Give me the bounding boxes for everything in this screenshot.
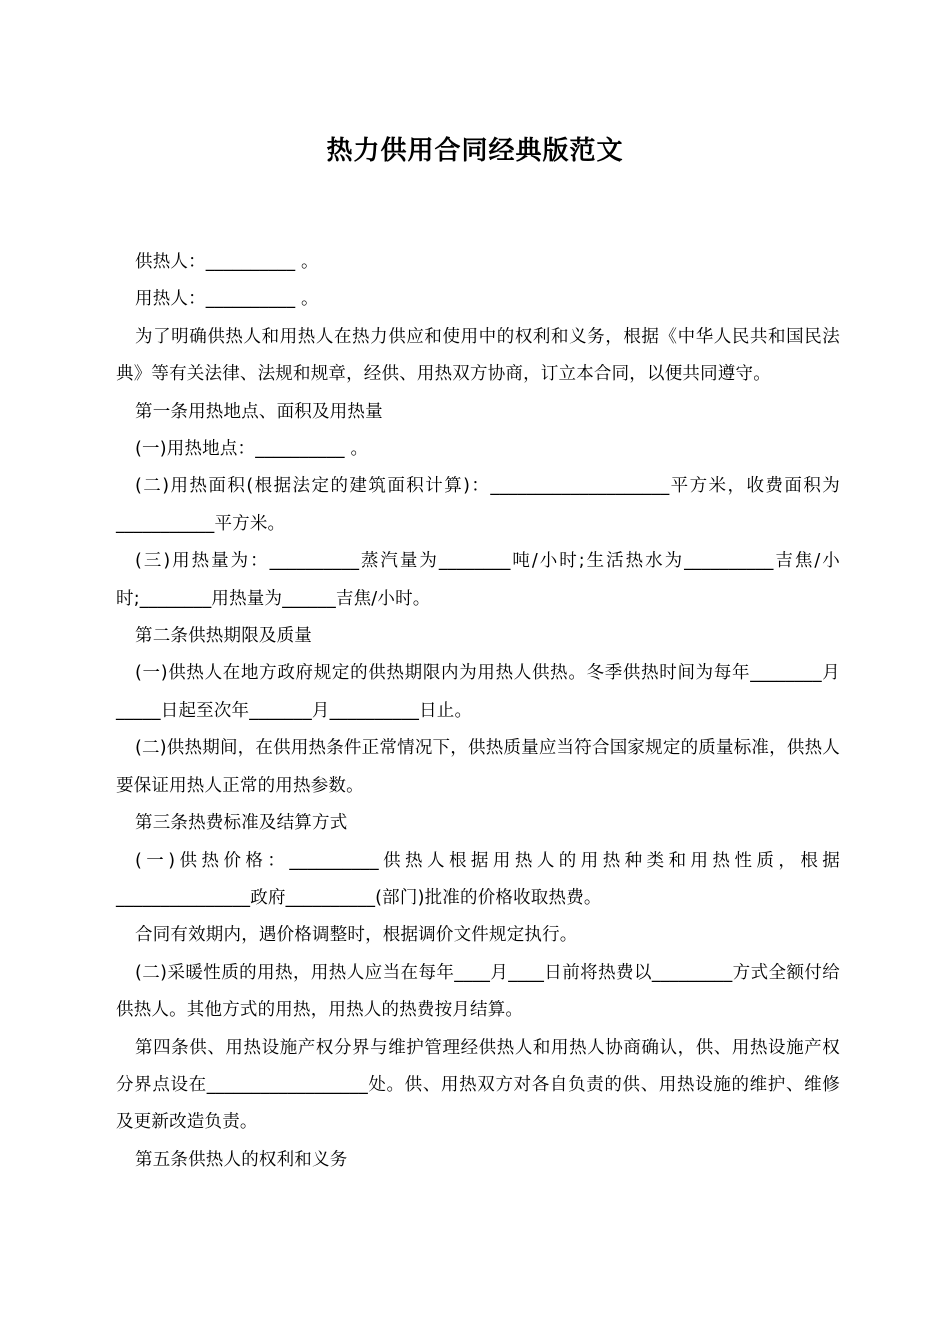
article-2-clause-1: (一)供热人在地方政府规定的供热期限内为用热人供热。冬季供热时间为每年________月_____日起至次年_______月__________日止。 bbox=[116, 663, 840, 721]
article-1-clause-1: (一)用热地点：__________ 。 bbox=[135, 439, 369, 460]
document-body bbox=[116, 244, 840, 1179]
article-1-clause-2: (二)用热面积(根据法定的建筑面积计算)：____________________平方米，收费面积为___________平方米。 bbox=[116, 476, 840, 534]
article-2-clause-2: (二)供热期间，在供用热条件正常情况下，供热质量应当符合国家规定的质量标准，供热人要保证用热人正常的用热参数。 bbox=[116, 738, 840, 796]
article-2-heading: 第二条供热期限及质量 bbox=[135, 626, 312, 647]
article-3-note: 合同有效期内，遇价格调整时，根据调价文件规定执行。 bbox=[135, 925, 578, 946]
user-line: 用热人：__________ 。 bbox=[135, 289, 319, 310]
article-3-clause-1: (一)供热价格：__________供热人根据用热人的用热种类和用热性质，根据_______________政府__________(部门)批准的价格收取热费。 bbox=[116, 850, 840, 908]
article-3-heading: 第三条热费标准及结算方式 bbox=[135, 813, 348, 834]
article-3-clause-2: (二)采暖性质的用热，用热人应当在每年____月____日前将热费以_________方式全额付给供热人。其他方式的用热，用热人的热费按月结算。 bbox=[116, 962, 840, 1021]
preamble-paragraph: 为了明确供热人和用热人在热力供应和使用中的权利和义务，根据《中华人民共和国民法典》等有关法律、法规和规章，经供、用热双方协商，订立本合同，以便共同遵守。 bbox=[116, 326, 840, 385]
supplier-line: 供热人：__________ 。 bbox=[135, 252, 319, 272]
article-1-heading: 第一条用热地点、面积及用热量 bbox=[135, 401, 383, 422]
article-5-heading: 第五条供热人的权利和义务 bbox=[135, 1149, 348, 1170]
article-4-paragraph: 第四条供、用热设施产权分界与维护管理经供热人和用热人协商确认，供、用热设施产权分界点设在__________________处。供、用热双方对各自负责的供、用热设施的维护、维修及更新改造负责。 bbox=[116, 1037, 840, 1133]
document-title: 热力供用合同经典版范文 bbox=[326, 136, 624, 166]
article-1-clause-3: (三)用热量为：__________蒸汽量为________吨/小时;生活热水为__________吉焦/小时;________用热量为______吉焦/小时。 bbox=[116, 551, 840, 609]
